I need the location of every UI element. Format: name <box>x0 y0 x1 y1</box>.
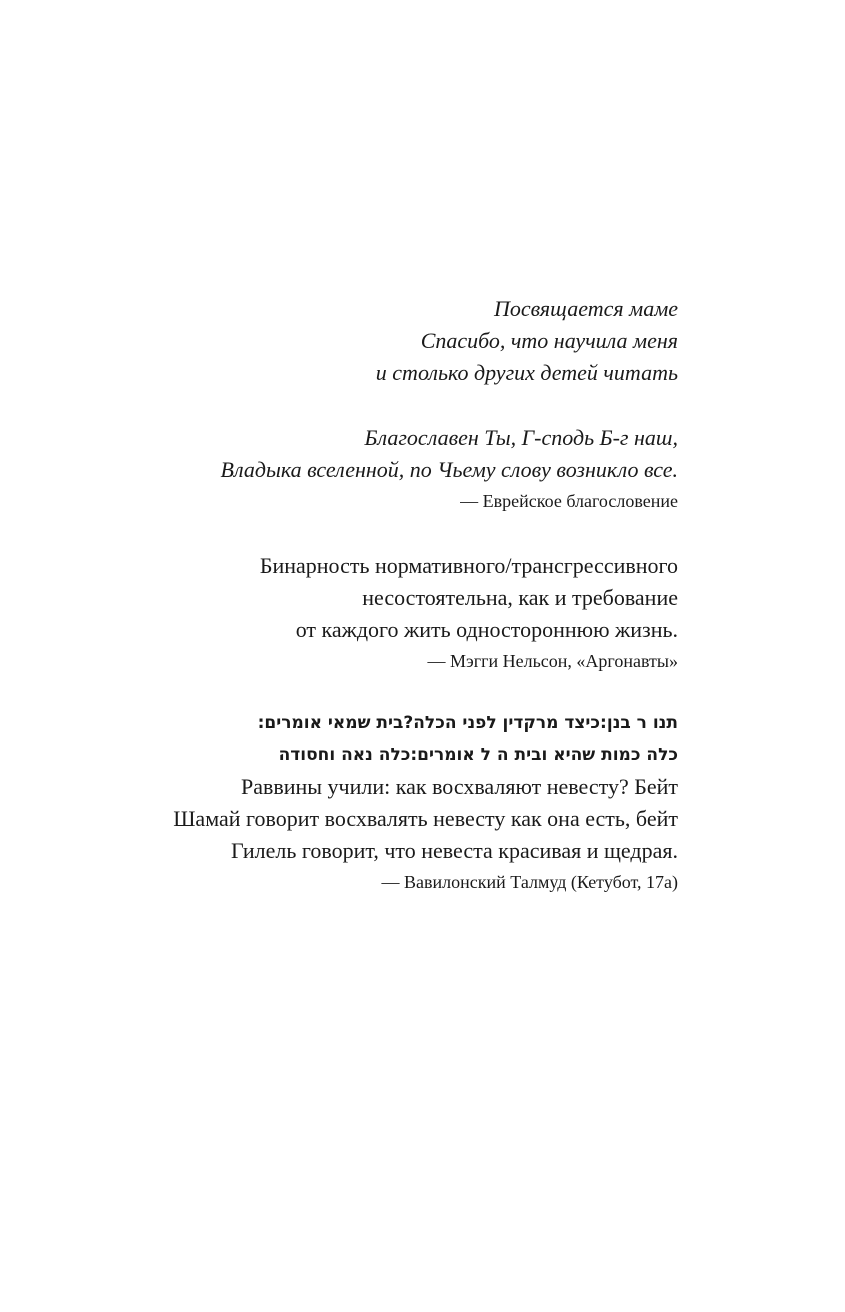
talmud-translation-line-1: Раввины учили: как восхваляют невесту? Бейт <box>240 774 678 799</box>
dedication-epigraph <box>58 293 678 389</box>
talmud-hebrew-line-2: כלה כמות שהיא ובית ה ל אומרים:כלה נאה וחסודה <box>278 745 678 765</box>
blessing-line-1: Благославен Ты, Г-сподь Б-г наш, <box>364 425 678 450</box>
nelson-line-1: Бинарность нормативного/трансгрессивного <box>259 553 678 578</box>
dedication-line-2: Спасибо, что научила меня <box>420 328 678 353</box>
blessing-line-2: Владыка вселенной, по Чьему слову возникло все. <box>220 457 678 482</box>
dedication-line-1: Посвящается маме <box>494 296 678 321</box>
talmud-hebrew-text <box>58 707 678 771</box>
talmud-attribution: — Вавилонский Талмуд (Кетубот, 17а) <box>381 872 678 892</box>
nelson-line-2: несостоятельна, как и требование <box>362 585 678 610</box>
blessing-epigraph <box>58 422 678 516</box>
nelson-line-3: от каждого жить одностороннюю жизнь. <box>295 617 678 642</box>
blessing-attribution: — Еврейское благословение <box>460 491 678 511</box>
talmud-epigraph <box>58 707 678 897</box>
nelson-epigraph <box>58 550 678 676</box>
dedication-line-3: и столько других детей читать <box>375 360 678 385</box>
nelson-attribution: — Мэгги Нельсон, «Аргонавты» <box>427 651 678 671</box>
talmud-hebrew-line-1: תנו ר בנן:כיצד מרקדין לפני הכלה?בית שמאי אומרים: <box>257 713 678 733</box>
talmud-translation-line-3: Гилель говорит, что невеста красивая и щедрая. <box>230 838 678 863</box>
talmud-translation-line-2: Шамай говорит восхвалять невесту как она есть, бейт <box>173 806 678 831</box>
